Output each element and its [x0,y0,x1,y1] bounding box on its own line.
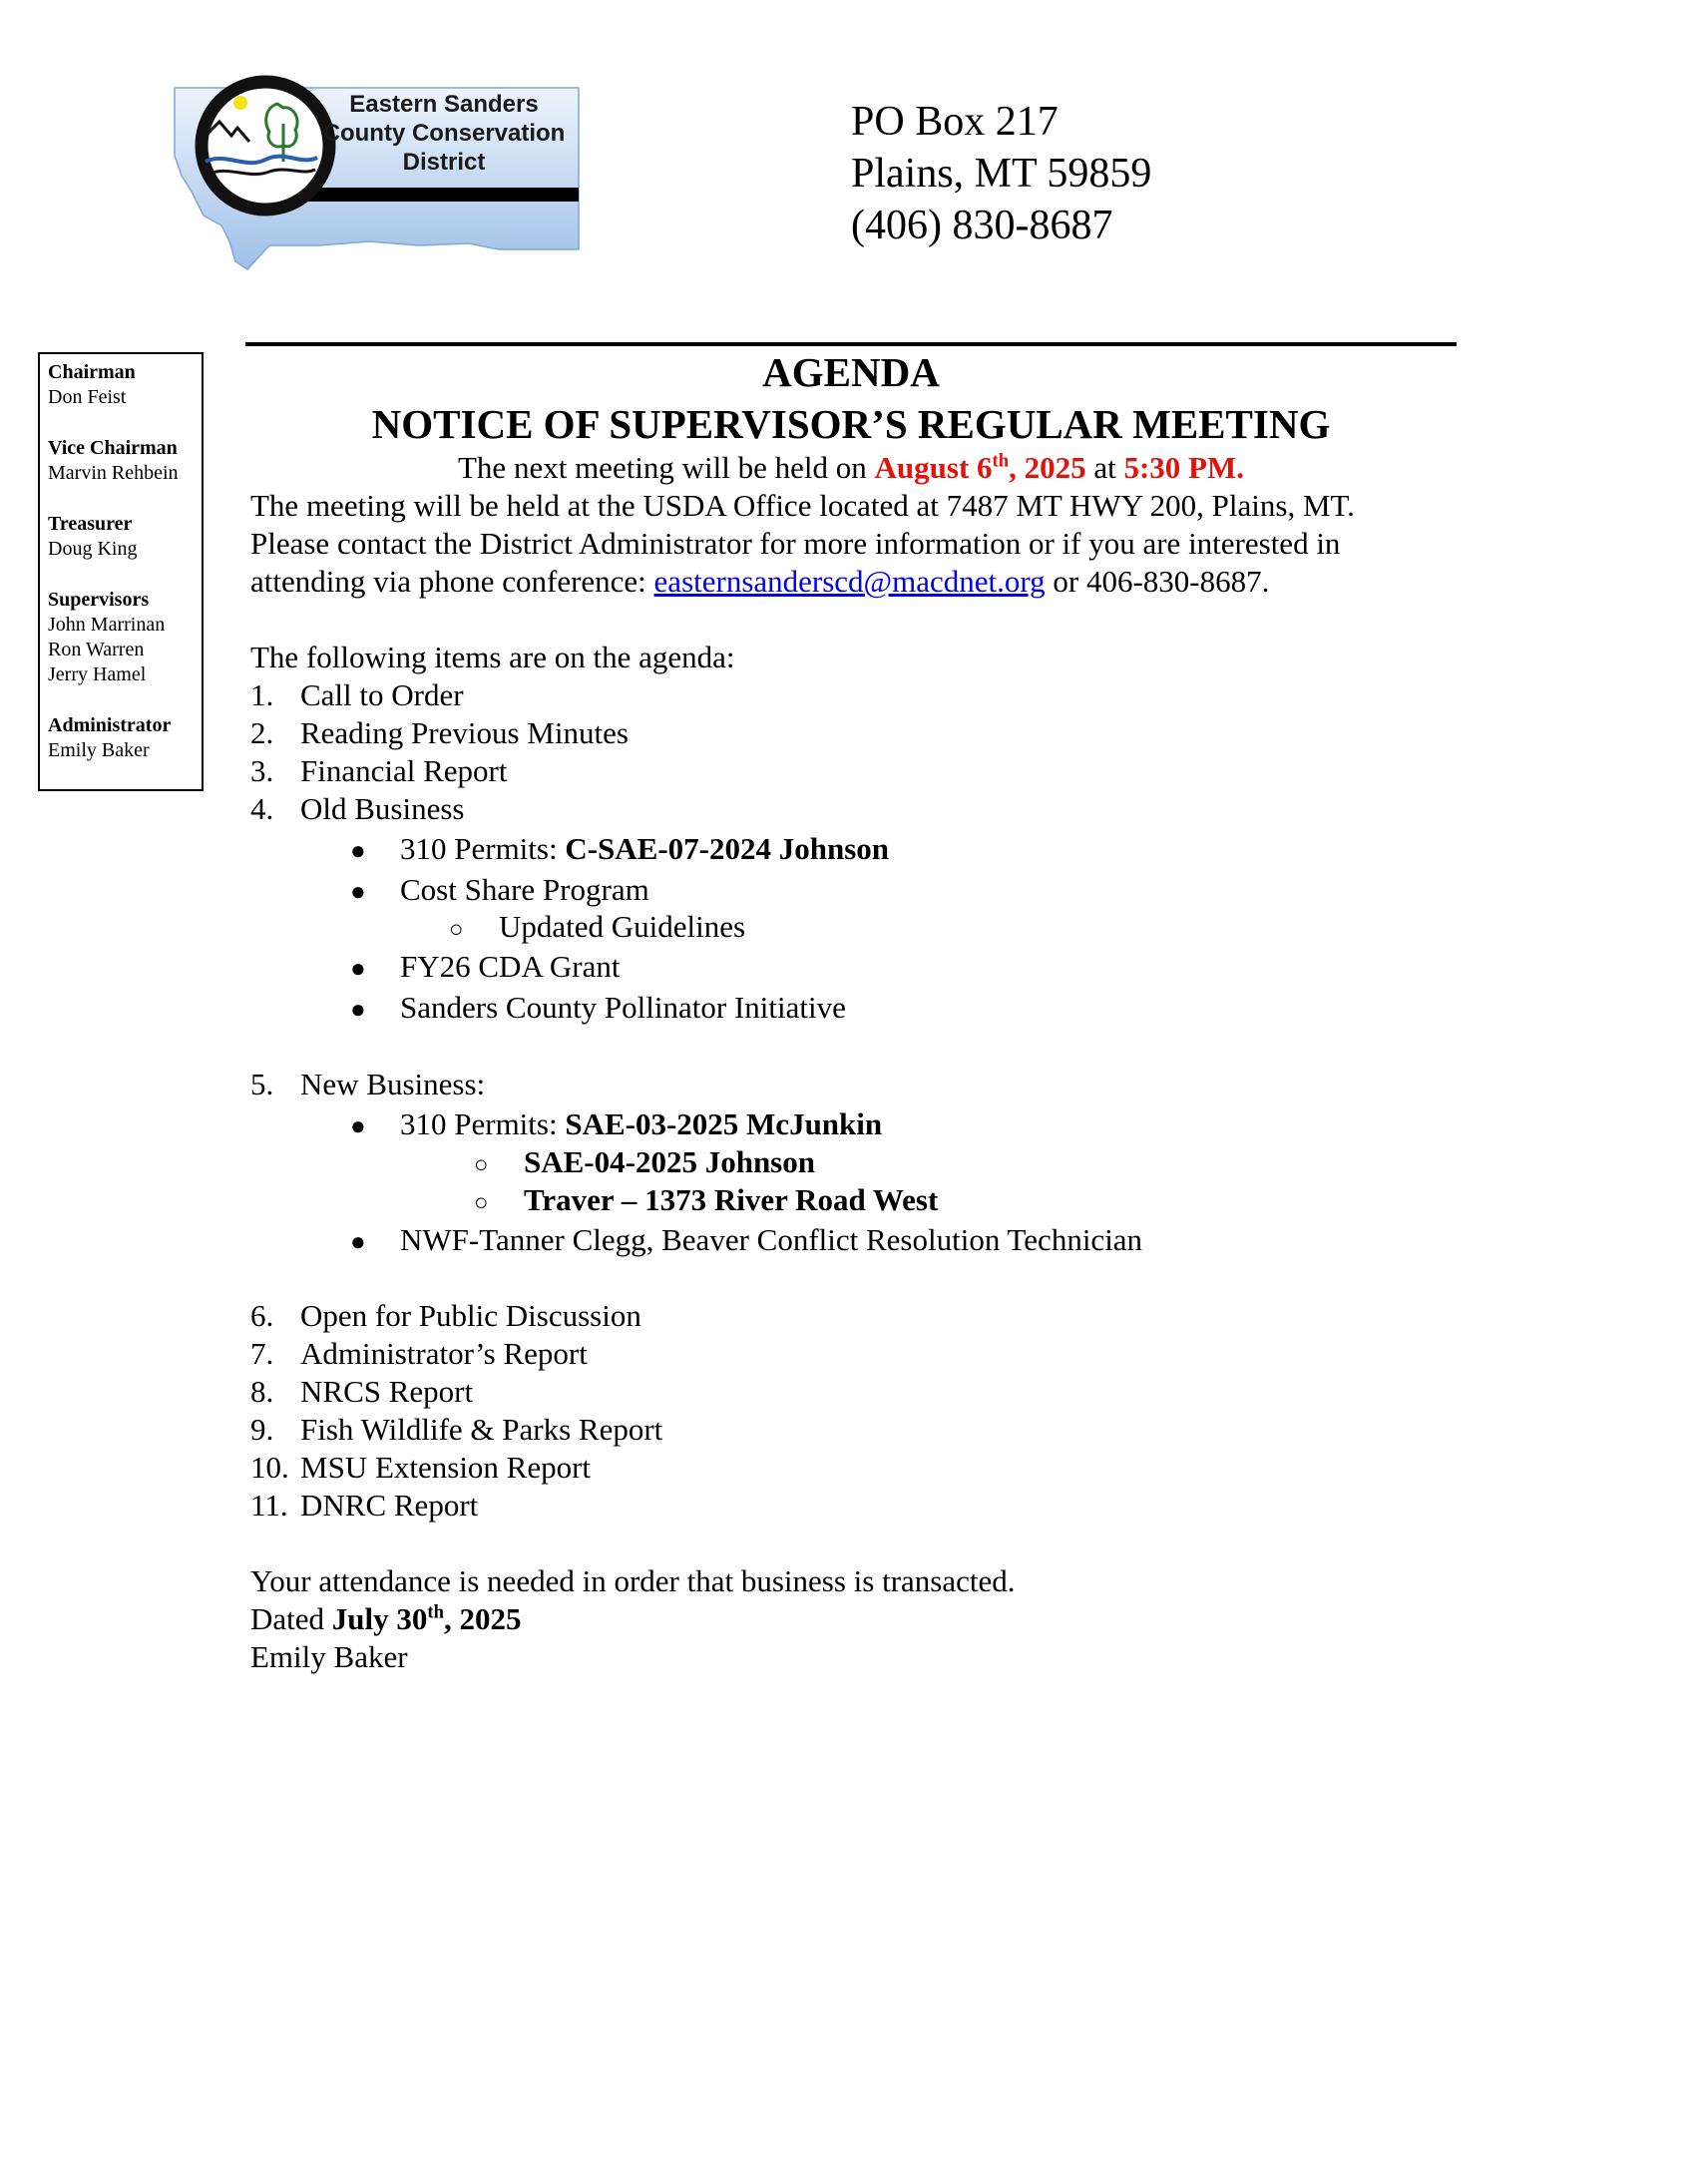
new-business-item [350,1105,882,1145]
bullet-icon: ● [350,954,366,983]
new-business-subitem [474,1181,938,1222]
contact-line: Please contact the District Administrator for more information or if you are interested in [250,526,1341,561]
sidebar-name: Marvin Rehbein [48,462,179,484]
item-label: NRCS Report [300,1374,474,1409]
logo-line-1: Eastern Sanders [349,91,539,118]
agenda-heading: AGENDA [762,349,940,395]
bullet-icon: ● [350,877,366,906]
logo-line-2: County Conservation [322,120,566,147]
sidebar-administrator [48,713,202,763]
item-number: 4. [250,791,274,826]
circle-bullet-icon: ○ [474,1190,489,1216]
permits-prefix: 310 Permits: [400,1106,566,1141]
circle-bullet-icon: ○ [474,1152,489,1178]
dated-date [332,1601,522,1636]
meeting-date-month: August 6 [874,450,993,485]
dated-year: , 2025 [443,1601,522,1636]
old-business-item [350,830,889,870]
item-number: 11. [250,1488,288,1523]
phone-prefix: attending via phone conference: [250,564,654,599]
next-meeting-line [245,449,1457,487]
old-business-subitem [449,908,745,949]
district-logo [170,66,589,275]
sidebar-name: Jerry Hamel [48,663,147,685]
item-label: DNRC Report [300,1488,479,1523]
item-label: Financial Report [300,753,508,788]
item-label: Traver – 1373 River Road West [524,1182,939,1217]
item-number: 7. [250,1336,274,1371]
item-number: 8. [250,1374,274,1409]
permits-value: SAE-03-2025 McJunkin [565,1106,883,1141]
address-city: Plains, MT 59859 [851,151,1152,197]
next-meeting-prefix: The next meeting will be held on [458,450,875,485]
bullet-icon: ● [350,836,366,865]
officers-sidebar [38,352,204,791]
logo-line-3: District [402,149,486,176]
new-business-item [350,1221,1142,1261]
item-label: SAE-04-2025 Johnson [524,1144,815,1179]
sidebar-title: Treasurer [48,513,133,535]
item-label: Reading Previous Minutes [300,715,629,750]
meeting-date-sup: th [992,450,1010,472]
new-business-subitem [474,1143,815,1184]
item-label: FY26 CDA Grant [400,949,621,984]
dated-month: July 30 [331,1601,428,1636]
item-label: NWF-Tanner Clegg, Beaver Conflict Resolution Technician [400,1222,1143,1257]
agenda-item [250,1335,588,1373]
dated-line [250,1600,521,1638]
meeting-date [875,450,1086,485]
sidebar-title: Administrator [48,714,172,736]
item-label: Updated Guidelines [499,909,746,944]
phone-line [250,563,1269,601]
sidebar-treasurer [48,512,202,562]
signer-name: Emily Baker [250,1639,408,1674]
sidebar-title: Chairman [48,361,136,383]
agenda-item [250,752,507,790]
agenda-item [250,1066,485,1103]
sidebar-name: Don Feist [48,386,127,408]
item-label: Sanders County Pollinator Initiative [400,990,846,1025]
old-business-item [350,871,649,911]
agenda-item [250,1411,662,1449]
agenda-item [250,714,629,752]
address-phone: (406) 830-8687 [851,203,1113,248]
permits-value: C-SAE-07-2024 Johnson [565,831,890,866]
old-business-item [350,989,846,1029]
item-label: Cost Share Program [400,872,649,907]
at-word: at [1085,450,1124,485]
item-number: 1. [250,677,274,712]
item-label: Open for Public Discussion [300,1298,641,1333]
sidebar-title: Vice Chairman [48,437,178,459]
sidebar-name: Doug King [48,538,138,560]
bullet-icon: ● [350,1227,366,1256]
sidebar-title: Supervisors [48,589,150,611]
dated-sup: th [427,1601,444,1623]
sidebar-chairman [48,360,202,410]
item-label: New Business: [300,1067,486,1101]
item-label: Fish Wildlife & Parks Report [300,1412,663,1447]
sidebar-name: Ron Warren [48,639,145,660]
bullet-icon: ● [350,1111,366,1140]
agenda-item [250,790,465,828]
item-number: 10. [250,1450,289,1485]
item-number: 9. [250,1412,274,1447]
address-po-box: PO Box 217 [851,99,1059,145]
permits-prefix: 310 Permits: [400,831,566,866]
meeting-date-year: , 2025 [1009,450,1086,485]
attendance-line: Your attendance is needed in order that business is transacted. [250,1563,1016,1598]
circle-bullet-icon: ○ [449,917,464,943]
sidebar-supervisors [48,588,202,687]
notice-heading: NOTICE OF SUPERVISOR’S REGULAR MEETING [371,401,1331,447]
sidebar-name: John Marrinan [48,614,166,636]
agenda-item [250,1487,478,1525]
agenda-intro: The following items are on the agenda: [250,640,735,674]
location-line: The meeting will be held at the USDA Office located at 7487 MT HWY 200, Plains, MT. [250,488,1355,523]
item-number: 2. [250,715,274,750]
item-number: 6. [250,1298,274,1333]
old-business-item [350,948,620,988]
agenda-item [250,676,464,714]
item-label: Call to Order [300,677,464,712]
item-label: Old Business [300,791,465,826]
meeting-time: 5:30 PM. [1123,450,1244,485]
dated-prefix: Dated [250,1601,332,1636]
bullet-icon: ● [350,995,366,1024]
email-link[interactable]: easternsanderscd@macdnet.org [653,564,1046,599]
item-number: 5. [250,1067,274,1101]
agenda-item [250,1449,591,1487]
sidebar-vice-chairman [48,436,202,486]
phone-suffix: or 406-830-8687. [1045,564,1270,599]
agenda-item [250,1373,473,1411]
header-rule [245,342,1457,346]
agenda-item [250,1297,641,1335]
logo-text [309,90,579,177]
item-label: Administrator’s Report [300,1336,588,1371]
item-label: MSU Extension Report [300,1450,592,1485]
mailing-address [851,96,1151,251]
item-number: 3. [250,753,274,788]
sidebar-name: Emily Baker [48,739,150,761]
